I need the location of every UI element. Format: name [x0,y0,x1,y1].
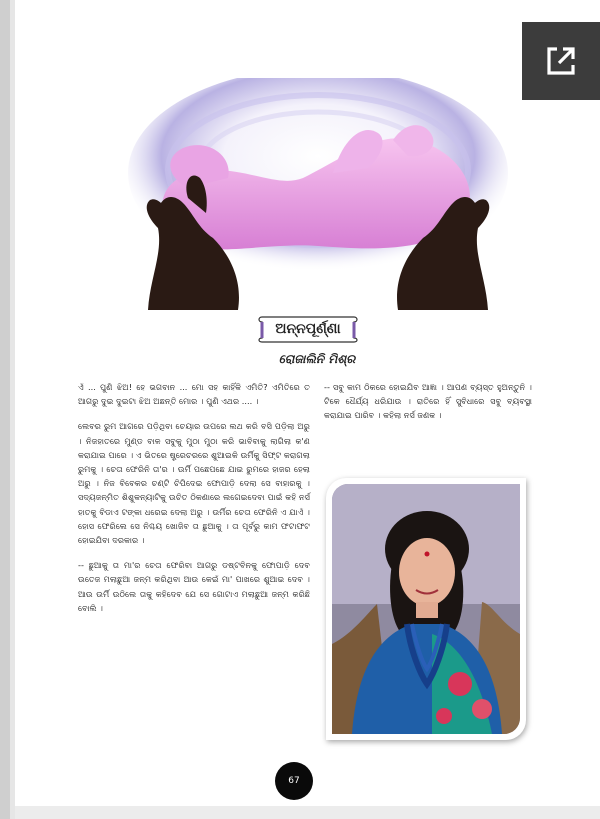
open-in-new-icon [541,41,581,81]
paragraph: -- ଛୁଆକୁ ତା ମା'ର ଚେତା ଫେରିବା ଆଗରୁ ଡଷ୍ଟବିନକୁ ଫୋପାଡ଼ି ଦେବ ଉତେଜ ମଲାଛୁଆ ଜନ୍ମ କରିଥିବା ଆଉ କେଇଁ ମା' ପାଖରେ ଶୁଆଇ ଦେବ । ଆଉ ଉର୍ମି ଉଠିଲେ ତାକୁ କହିଦେବ ଯେ ସେ ଗୋଟାଏ ମଲାଛୁଆ ଜନ୍ମ କରିଛି ବୋଲି । [78,560,310,613]
text-column-left [78,380,310,626]
article-title: ଅନ୍ନପୂର୍ଣ୍ଣା [275,321,341,337]
open-in-new-button[interactable] [522,22,600,100]
paragraph: ଏଁ ... ପୁଣି ଝିଅ! ହେ ଭଗବାନ ... ମୋ ସହ କାହିଁକି ଏମିତି? ଏମିତିରେ ତ ଆଗରୁ ଦୁଇ ଦୁଇଟା ଝିଅ ଅଛନ୍ତି ମୋର । ପୁଣି ଏଥର .... । [78,382,310,407]
text-column-right [324,380,532,434]
hero-illustration [128,78,508,310]
author-name: ରୋଜାଲିନି ମିଶ୍ର [278,352,356,366]
paragraph: -- ସବୁ କାମ ଠିକରେ ହୋଇଯିବ ଆଜ୍ଞା । ଆପଣ ବ୍ୟସ୍ତ ହୁଅନ୍ତୁନି । ଟିକେ ଧୈର୍ଯ୍ୟ ଧରିଯାଉ । ରାତିରେ ହିଁ ସୁବିଧାରେ ସବୁ ବ୍ୟବସ୍ଥା କରାଯାଇ ପାରିବ । କହିଲା ନର୍ସ ଜଣକ । [324,382,532,421]
left-edge-strip [0,0,10,819]
page-bottom-edge [15,806,600,819]
page-number-badge: 67 [275,762,313,800]
paragraph: ଲେବର ରୁମ ଆଗରେ ପଡ଼ିଥିବା ଚେୟାର ଉପରେ ଲଥ କରି ବସି ପଡ଼ିଲା ଅରୁ । ନିଜହାତରେ ମୁଣ୍ଡ ବାଳ ସବୁକୁ ମୁଠା ମୁଠା କରି ଭାବିବାକୁ ଲାଗିଲା କ'ଣ କରାଯାଇ ପାରେ । ଏ ଭିତରେ ଷ୍ଟ୍ରେଚରରେ ଶୁଆଇକି ଉର୍ମିକୁ ସିଫ୍ଟ କରାଗଲା ରୁମକୁ । ଚେତା ଫେରିନି ତା'ର । ଉର୍ମି ପଛେପଛେ ଯାଇ ରୁମରେ ହାଜର ହେଲା ଅରୁ । ନିଜ ବିବେକର ଚଣ୍ଟି ଚିପିଦେଇ ଫୋପାଡ଼ି ଦେଲା ସେ ବାହାରକୁ । ସଦ୍ୟଜନ୍ମିତ ଶିଶୁକନ୍ୟାଟିକୁ ଉଚିତ ଠିକଣାରେ ଲଗେଇଦେବା ପାଇଁ କହି ନର୍ସ ହାତକୁ ବିଡାଏ ଟଙ୍କା ଧରେଇ ଦେଲା ଅରୁ । ଉର୍ମିର ଚେତା ଫେରିନି ଏ ଯାଏଁ । ହୋସ ଫେରିଲେ ସେ ନିଶ୍ଚୟ ଖୋଜିବ ତା ଛୁଆକୁ । ତା ପୂର୍ବରୁ କାମ ଫଟାଫଟ ହୋଇଯିବା ଦରକାର । [78,421,310,546]
title-banner [256,314,360,344]
author-photo [332,484,520,734]
author-photo-frame [326,478,526,740]
